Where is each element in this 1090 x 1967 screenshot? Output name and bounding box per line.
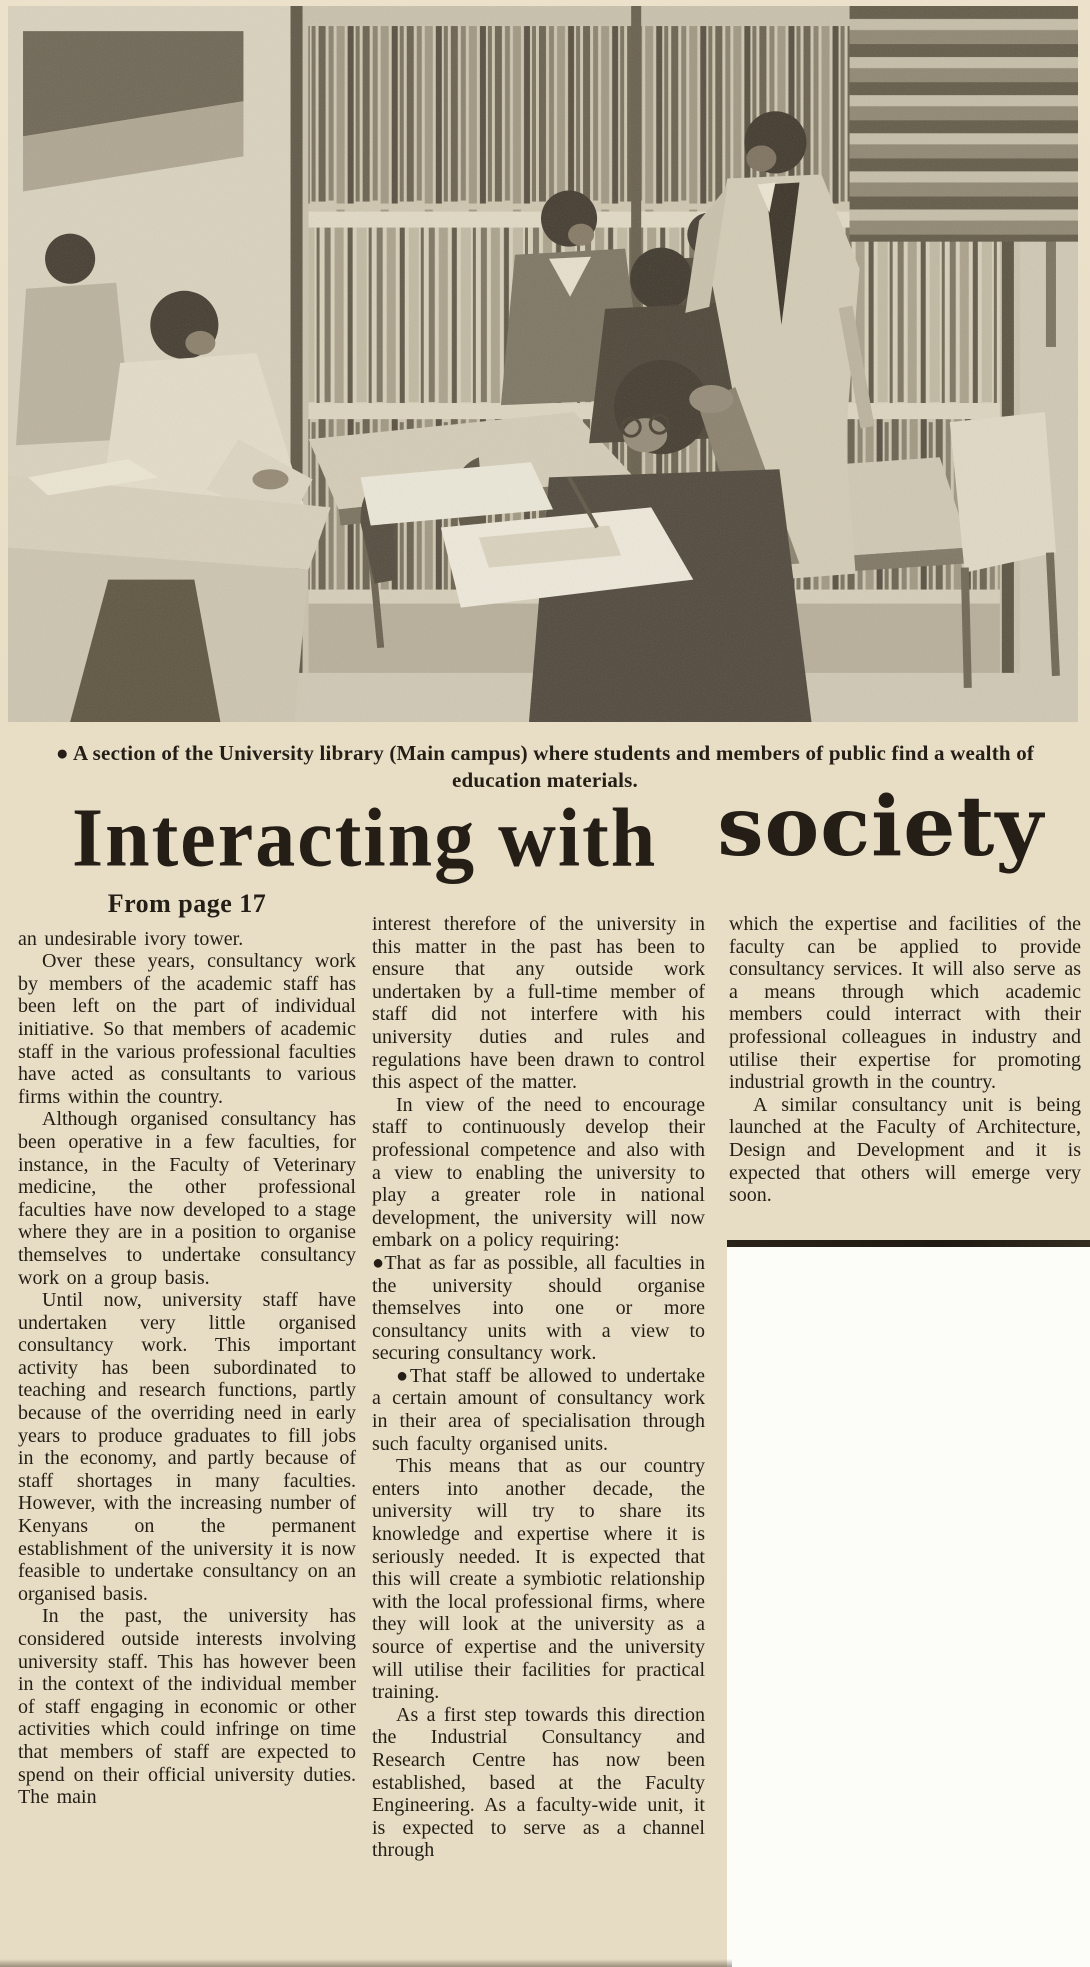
headline [72, 779, 1044, 885]
paragraph: Over these years, consultancy work by members of the academic staff has been left on the part of individual initiative. So that members of academic staff in the various professional faculties have acted as consultants to various firms within the country. [18, 950, 356, 1108]
paragraph: an undesirable ivory tower. [18, 927, 244, 950]
photo-caption-text: ● A section of the University library (Main campus) where students and members of public find a wealth of education materials. [55, 741, 1035, 792]
library-photo [8, 6, 1078, 722]
paragraph: Until now, university staff have undertaken very little organised consultancy work. This important activity has been subordinated to teaching and research functions, partly because of the overriding need in early years to produce graduates to fill jobs in the economy, and partly because of staff shortages in many faculties. However, with the increasing number of Kenyans on the permanent establishment of the university it is now feasible to undertake consultancy on an organised basis. [18, 1289, 356, 1605]
paragraph: As a first step towards this direction the Industrial Consultancy and Research Centre has now been established, based at the Faculty Engineering. As a faculty-wide unit, it is expected to serve as a channel through [372, 1703, 705, 1862]
paragraph: Although organised consultancy has been operative in a few faculties, for instance, in the Faculty of Veterinary medicine, the other professional faculties have now developed to a stage where they are in a position to organise themselves to undertake consultancy work on a group basis. [18, 1108, 356, 1289]
article-column-1 [18, 889, 356, 1809]
scan-edge-artifact [0, 1959, 732, 1967]
library-photo-illustration [8, 6, 1078, 722]
bullet-paragraph: ●That staff be allowed to undertake a certain amount of consultancy work in their area of specialisation through such faculty organised units. [372, 1364, 705, 1455]
article-column-3 [729, 913, 1081, 1207]
paragraph: which the expertise and facilities of the faculty can be applied to provide consultancy services. It will also serve as a means through which academic members could interract with their professional colleagues in industry and utilise their expertise for promoting industrial growth in the country. [729, 913, 1081, 1094]
headline-part-left: Interacting with [72, 791, 658, 885]
article-column-2 [372, 913, 705, 1862]
paragraph: In view of the need to encourage staff to continuously develop their professional competence and also with a view to enabling the university to play a greater role in national development, the university will now embark on a policy requiring: [372, 1093, 705, 1252]
paragraph: A similar consultancy unit is being launched at the Faculty of Architecture, Design and Development and it is expected that others will emerge very soon. [729, 1093, 1081, 1207]
paragraph: In the past, the university has considered outside interests involving university staff. This has however been in the context of the individual member of staff engaging in economic or other activities which could infringe on time that members of staff are expected to spend on their official university duties. The main [18, 1605, 356, 1809]
paragraph: interest therefore of the university in this matter in the past has been to ensure that any outside work undertaken by a full-time member of staff did not interfere with his university duties and rules and regulations have been drawn to control this aspect of the matter. [372, 913, 705, 1094]
headline-part-right: society [717, 779, 1044, 875]
article-end-rule [727, 1240, 1090, 1247]
paragraph: This means that as our country enters into another decade, the university will try to share its knowledge and expertise where it is seriously needed. It is expected that this will create a symbiotic relationship with the local professional firms, where they will look at the university as a source of expertise and the university will utilise their facilities for practical training. [372, 1455, 705, 1704]
bullet-paragraph: ●That as far as possible, all faculties in the university should organise themselves into one or more consultancy units with a view to securing consultancy work. [372, 1251, 705, 1365]
continuation-note: From page 17 [107, 889, 267, 918]
blank-cutout-region [727, 1247, 1090, 1967]
